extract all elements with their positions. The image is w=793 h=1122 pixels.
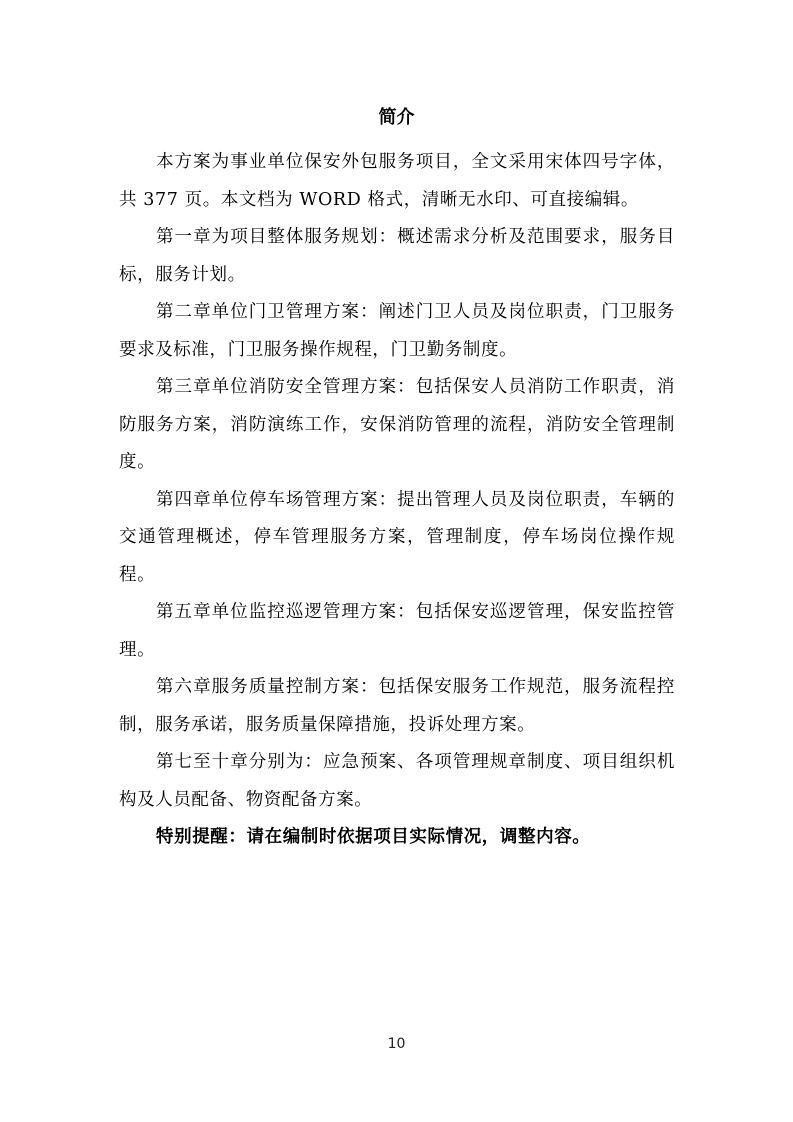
paragraph-chapter-3: 第三章单位消防安全管理方案：包括保安人员消防工作职责，消防服务方案，消防演练工作，安保消防管理的流程，消防安全管理制度。 [119,377,675,472]
paragraph-intro: 本方案为事业单位保安外包服务项目，全文采用宋体四号字体，共 377 页。本文档为 WORD 格式，清晰无水印、可直接编辑。 [119,152,675,210]
page-title: 简介 [378,107,415,128]
paragraph-chapter-6: 第六章服务质量控制方案：包括保安服务工作规范，服务流程控制，服务承诺，服务质量保障措施，投诉处理方案。 [119,677,675,735]
document-body [119,144,675,857]
paragraph-chapter-5: 第五章单位监控巡逻管理方案：包括保安巡逻管理，保安监控管理。 [119,602,675,660]
paragraph-chapters-7-10: 第七至十章分别为：应急预案、各项管理规章制度、项目组织机构及人员配备、物资配备方案。 [119,752,675,810]
paragraph-chapter-4: 第四章单位停车场管理方案：提出管理人员及岗位职责，车辆的交通管理概述，停车管理服务方案，管理制度，停车场岗位操作规程。 [119,489,675,585]
page-number: 10 [387,1036,406,1052]
paragraph-chapter-1: 第一章为项目整体服务规划：概述需求分析及范围要求，服务目标，服务计划。 [119,227,675,285]
paragraph-chapter-2: 第二章单位门卫管理方案：阐述门卫人员及岗位职责，门卫服务要求及标准，门卫服务操作规程，门卫勤务制度。 [119,302,675,360]
special-reminder: 特别提醒：请在编制时依据项目实际情况，调整内容。 [156,827,591,847]
